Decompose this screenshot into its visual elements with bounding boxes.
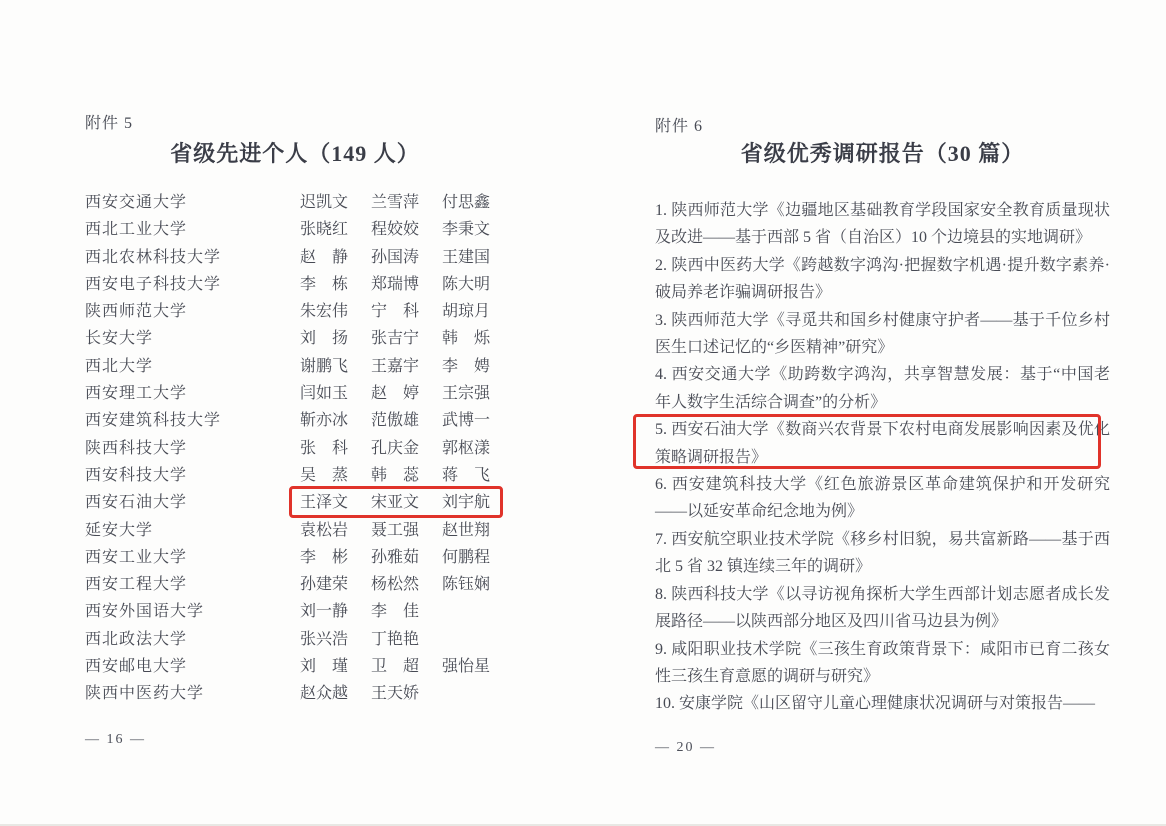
person-name: 强怡星 — [442, 658, 491, 676]
person-name: 刘宇航 — [442, 494, 491, 512]
table-row — [85, 544, 505, 571]
person-name: 赵 婷 — [371, 385, 420, 403]
table-row — [85, 271, 505, 298]
report-item: 6. 西安建筑科技大学《红色旅游景区革命建筑保护和开发研究——以延安革命纪念地为例》 — [655, 476, 1110, 521]
person-name: 陈钰娴 — [442, 576, 491, 594]
university-name: 西安建筑科技大学 — [85, 412, 222, 430]
table-row — [85, 571, 505, 598]
attachment-label-6: 附件 6 — [655, 118, 704, 135]
university-name: 西安理工大学 — [85, 385, 188, 403]
person-name: 付思鑫 — [442, 194, 491, 211]
person-name: 谢鹏飞 — [300, 357, 349, 375]
table-row — [85, 598, 505, 625]
person-name: 胡琼月 — [442, 303, 491, 321]
person-name: 韩 烁 — [442, 330, 491, 348]
person-name — [442, 680, 505, 707]
university-name: 西北政法大学 — [85, 630, 188, 648]
university-name: 西北大学 — [85, 357, 154, 375]
table-row — [85, 216, 505, 243]
report-item: 4. 西安交通大学《助跨数字鸿沟，共享智慧发展：基于“中国老年人数字生活综合调查”的分析》 — [655, 366, 1110, 411]
person-name: 张兴浩 — [300, 630, 349, 648]
person-name: 王宗强 — [442, 385, 491, 403]
university-name: 西北工业大学 — [85, 221, 188, 239]
person-name: 郭枢漾 — [442, 439, 491, 457]
person-name: 孙建荣 — [300, 576, 349, 594]
person-name: 刘 扬 — [300, 330, 349, 348]
table-row — [85, 407, 505, 434]
table-row — [85, 353, 505, 380]
university-name: 西安石油大学 — [85, 494, 188, 512]
person-name: 张晓红 — [300, 221, 349, 239]
person-name: 蒋 飞 — [442, 466, 491, 484]
table-row — [85, 435, 505, 462]
person-name: 范傲雄 — [371, 412, 420, 430]
table-row — [85, 189, 505, 216]
person-name: 闫如玉 — [300, 385, 349, 403]
page-right — [655, 0, 1110, 826]
university-name: 陕西中医药大学 — [85, 685, 205, 703]
university-name: 长安大学 — [85, 330, 154, 348]
report-item: 10. 安康学院《山区留守儿童心理健康状况调研与对策报告—— — [655, 695, 1096, 713]
university-name: 西安工程大学 — [85, 576, 188, 594]
person-name: 朱宏伟 — [300, 303, 349, 321]
person-name: 王泽文 — [300, 494, 349, 512]
report-item: 2. 陕西中医药大学《跨越数字鸿沟·把握数字机遇·提升数字素养·破局养老诈骗调研报告》 — [655, 256, 1110, 302]
person-name: 张 科 — [300, 439, 349, 457]
report-item: 9. 咸阳职业技术学院《三孩生育政策背景下：咸阳市已育二孩女性三孩生育意愿的调研与研究》 — [655, 640, 1110, 685]
person-name: 赵世翔 — [442, 521, 491, 539]
person-name: 丁艳艳 — [371, 630, 420, 648]
person-name: 孙雅茹 — [371, 548, 420, 566]
table-row — [85, 462, 505, 489]
university-name: 西安交通大学 — [85, 194, 188, 211]
right-page-title: 省级优秀调研报告（30 篇） — [740, 141, 1025, 166]
university-name: 西安工业大学 — [85, 548, 188, 566]
university-name: 陕西师范大学 — [85, 303, 188, 321]
person-name: 吴 蒸 — [300, 466, 349, 484]
person-name: 袁松岩 — [300, 521, 349, 539]
table-row — [85, 653, 505, 680]
person-name: 孙国涛 — [371, 248, 420, 266]
person-name: 王建国 — [442, 248, 491, 266]
page-number-left: — 16 — — [85, 732, 146, 747]
person-name: 迟凯文 — [300, 194, 349, 211]
report-item: 8. 陕西科技大学《以寻访视角探析大学生西部计划志愿者成长发展路径——以陕西部分地区及四川省马边县为例》 — [655, 585, 1110, 631]
person-name — [442, 626, 505, 653]
person-name: 聂工强 — [371, 521, 420, 539]
person-name: 陈大明 — [442, 275, 491, 293]
person-name: 兰雪萍 — [371, 194, 420, 211]
table-row — [85, 517, 505, 544]
person-name: 李 娉 — [442, 357, 491, 375]
person-name: 李 栋 — [300, 275, 349, 293]
person-name: 郑瑞博 — [371, 275, 420, 293]
report-item: 3. 陕西师范大学《寻觅共和国乡村健康守护者——基于千位乡村医生口述记忆的“乡医精神”研究》 — [655, 311, 1110, 357]
table-row — [85, 298, 505, 325]
left-page-title: 省级先进个人（149 人） — [170, 141, 420, 166]
university-name: 陕西科技大学 — [85, 439, 188, 457]
person-name: 孔庆金 — [371, 439, 420, 457]
person-name: 赵众越 — [300, 685, 349, 703]
university-name: 延安大学 — [85, 521, 154, 539]
person-name: 李秉文 — [442, 221, 491, 239]
awardee-table — [85, 189, 505, 708]
table-row — [85, 380, 505, 407]
report-item: 5. 西安石油大学《数商兴农背景下农村电商发展影响因素及优化策略调研报告》 — [655, 421, 1110, 466]
table-row — [85, 680, 505, 707]
report-item: 1. 陕西师范大学《边疆地区基础教育学段国家安全教育质量现状及改进——基于西部 5 省（自治区）10 个边境县的实地调研》 — [655, 202, 1110, 247]
page-number-right: — 20 — — [655, 740, 716, 755]
person-name: 杨松然 — [371, 576, 420, 594]
table-row — [85, 325, 505, 352]
person-name: 宋亚文 — [371, 494, 420, 512]
person-name: 王天娇 — [371, 685, 420, 703]
person-name: 赵 静 — [300, 248, 349, 266]
person-name: 程姣姣 — [371, 221, 420, 239]
university-name: 西安电子科技大学 — [85, 275, 222, 293]
person-name: 宁 科 — [371, 303, 420, 321]
person-name: 韩 蕊 — [371, 466, 420, 484]
person-name: 何鹏程 — [442, 548, 491, 566]
university-name: 西安外国语大学 — [85, 603, 205, 621]
person-name: 王嘉宇 — [371, 357, 420, 375]
university-name: 西安科技大学 — [85, 466, 188, 484]
person-name: 武博一 — [442, 412, 491, 430]
person-name: 刘一静 — [300, 603, 349, 621]
person-name: 卫 超 — [371, 658, 420, 676]
table-row — [85, 489, 505, 516]
attachment-label-5: 附件 5 — [85, 115, 134, 132]
person-name: 靳亦冰 — [300, 412, 349, 430]
person-name — [442, 598, 505, 625]
person-name: 张吉宁 — [371, 330, 420, 348]
table-row — [85, 626, 505, 653]
person-name: 李 佳 — [371, 603, 420, 621]
person-name: 刘 瑾 — [300, 658, 349, 676]
report-item: 7. 西安航空职业技术学院《移乡村旧貌，易共富新路——基于西北 5 省 32 镇连续三年的调研》 — [655, 530, 1110, 576]
report-list — [655, 197, 1110, 718]
table-row — [85, 244, 505, 271]
university-name: 西安邮电大学 — [85, 658, 188, 676]
page-left — [85, 0, 505, 826]
university-name: 西北农林科技大学 — [85, 248, 222, 266]
person-name: 李 彬 — [300, 548, 349, 566]
